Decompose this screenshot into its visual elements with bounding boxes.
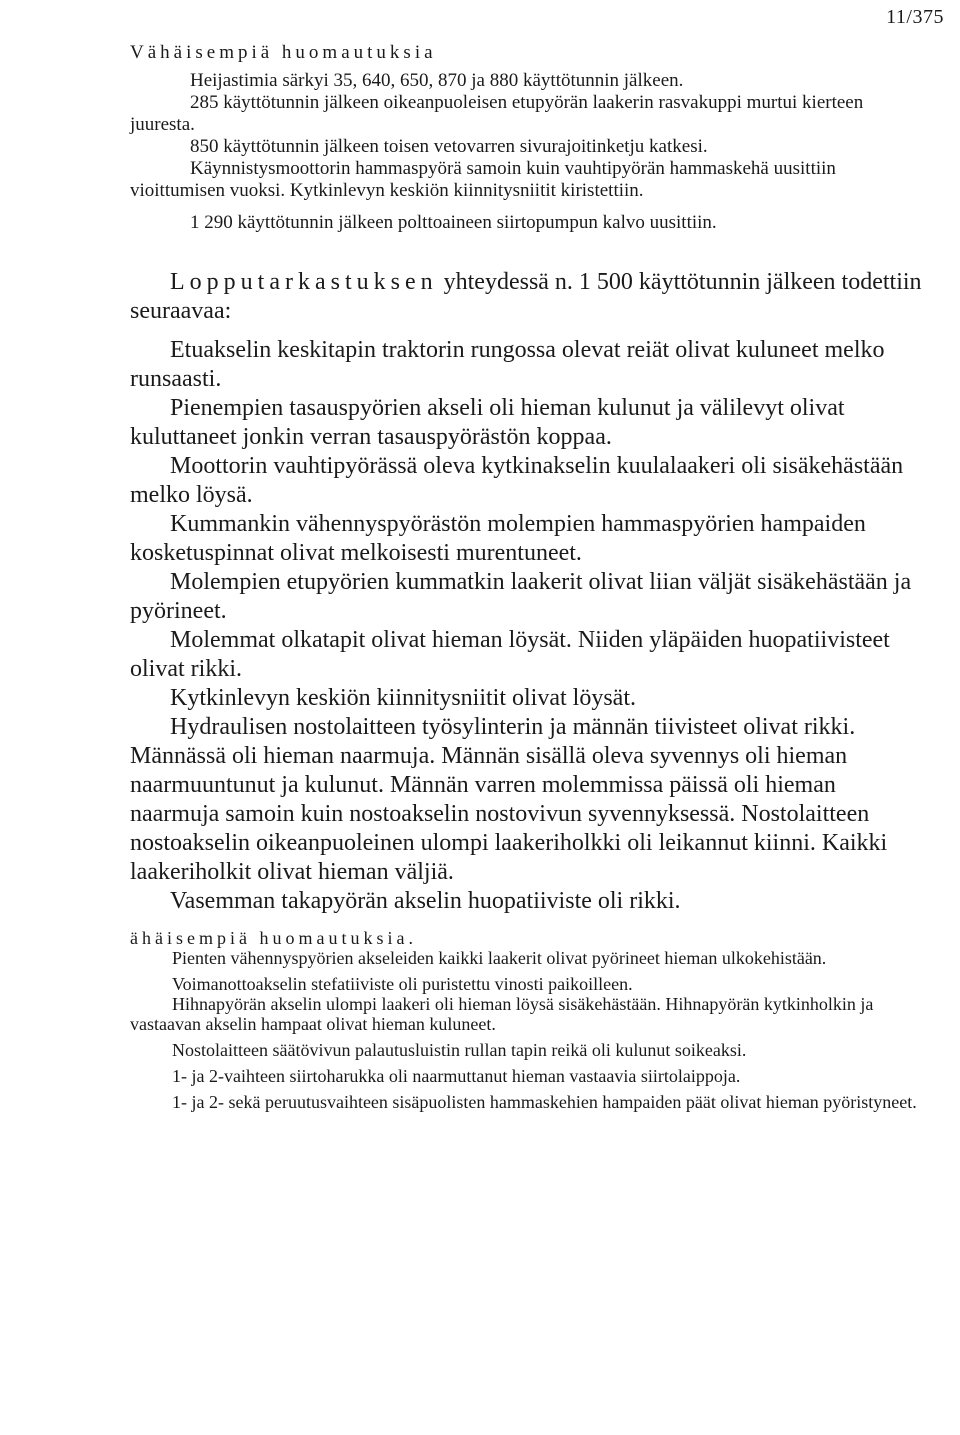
section-intro	[130, 268, 930, 326]
paragraph: Hydraulisen nostolaitteen työsylinterin ja männän tiivisteet olivat rikki. Männässä oli hieman naarmuja. Männän sisällä oleva syvennys oli hieman naarmuuntunut ja kulunut. Männän varren molemmissa päissä oli hieman naarmuja samoin kuin nostoakselin nostovivun syvennyksessä. Nostolaitteen nostoakselin oikeanpuoleinen ulompi laakeriholkki oli leikannut kiinni. Kaikki laakeriholkit olivat hieman väljiä.	[130, 714, 888, 885]
paragraph: Heijastimia särkyi 35, 640, 650, 870 ja 880 käyttötunnin jälkeen.	[190, 70, 684, 91]
paragraph: 850 käyttötunnin jälkeen toisen vetovarren sivurajoitinketju katkesi.	[190, 136, 708, 157]
paragraph: Pienten vähennyspyörien akseleiden kaikki laakerit olivat pyörineet hieman ulkokehistään.	[172, 948, 827, 968]
paragraph: Etuakselin keskitapin traktorin rungossa olevat reiät olivat kuluneet melko runsaasti.	[130, 337, 885, 392]
paragraph: Pienempien tasauspyörien akseli oli hieman kulunut ja välilevyt olivat kuluttaneet jonkin verran tasauspyörästön koppaa.	[130, 395, 845, 450]
minor-remarks-section-1	[130, 42, 930, 234]
paragraph: Käynnistysmoottorin hammaspyörä samoin kuin vauhtipyörän hammaskehä uusittiin vioittumisen vuoksi. Kytkinlevyn keskiön kiinnitysniitit kiristettiin.	[130, 158, 836, 201]
paragraph: Nostolaitteen säätövivun palautusluistin rullan tapin reikä oli kulunut soikeaksi.	[172, 1040, 747, 1060]
paragraph: 1 290 käyttötunnin jälkeen polttoaineen siirtopumpun kalvo uusittiin.	[190, 212, 717, 233]
paragraph: 1- ja 2-vaihteen siirtoharukka oli naarmuttanut hieman vastaavia siirtolaippoja.	[172, 1066, 741, 1086]
section-heading-rest: yhteydessä n. 1 500 käyttötunnin jälkeen todettiin seuraavaa:	[130, 269, 922, 324]
section-heading: ähäisempiä huomautuksia.	[130, 928, 417, 948]
paragraph: Voimanottoakselin stefatiiviste oli puristettu vinosti paikoilleen.	[172, 974, 633, 994]
paragraph: Vasemman takapyörän akselin huopatiiviste oli rikki.	[170, 888, 681, 914]
final-inspection-section	[130, 268, 930, 916]
page-number: 11/375	[886, 6, 944, 28]
paragraph: Molemmat olkatapit olivat hieman löysät. Niiden yläpäiden huopatiivisteet olivat rikki.	[130, 627, 890, 682]
paragraph: Hihnapyörän akselin ulompi laakeri oli hieman löysä sisäkehästään. Hihnapyörän kytkinholkin ja vastaavan akselin hampaat olivat hieman kuluneet.	[130, 994, 874, 1034]
section-heading-spaced: Lopputarkastuksen	[170, 269, 438, 295]
paragraph: 1- ja 2- sekä peruutusvaihteen sisäpuolisten hammaskehien hampaiden päät olivat hieman pyöristyneet.	[172, 1092, 917, 1112]
paragraph: Kytkinlevyn keskiön kiinnitysniitit olivat löysät.	[170, 685, 636, 711]
paragraph: 285 käyttötunnin jälkeen oikeanpuoleisen etupyörän laakerin rasvakuppi murtui kierteen juuresta.	[130, 92, 864, 135]
paragraph: Moottorin vauhtipyörässä oleva kytkinakselin kuulalaakeri oli sisäkehästään melko löysä.	[130, 453, 904, 508]
paragraph: Kummankin vähennyspyörästön molempien hammaspyörien hampaiden kosketuspinnat olivat melkoisesti murentuneet.	[130, 511, 866, 566]
section-heading: Vähäisempiä huomautuksia	[130, 42, 437, 63]
minor-remarks-section-2	[130, 928, 930, 1112]
paragraph: Molempien etupyörien kummatkin laakerit olivat liian väljät sisäkehästään ja pyörineet.	[130, 569, 912, 624]
